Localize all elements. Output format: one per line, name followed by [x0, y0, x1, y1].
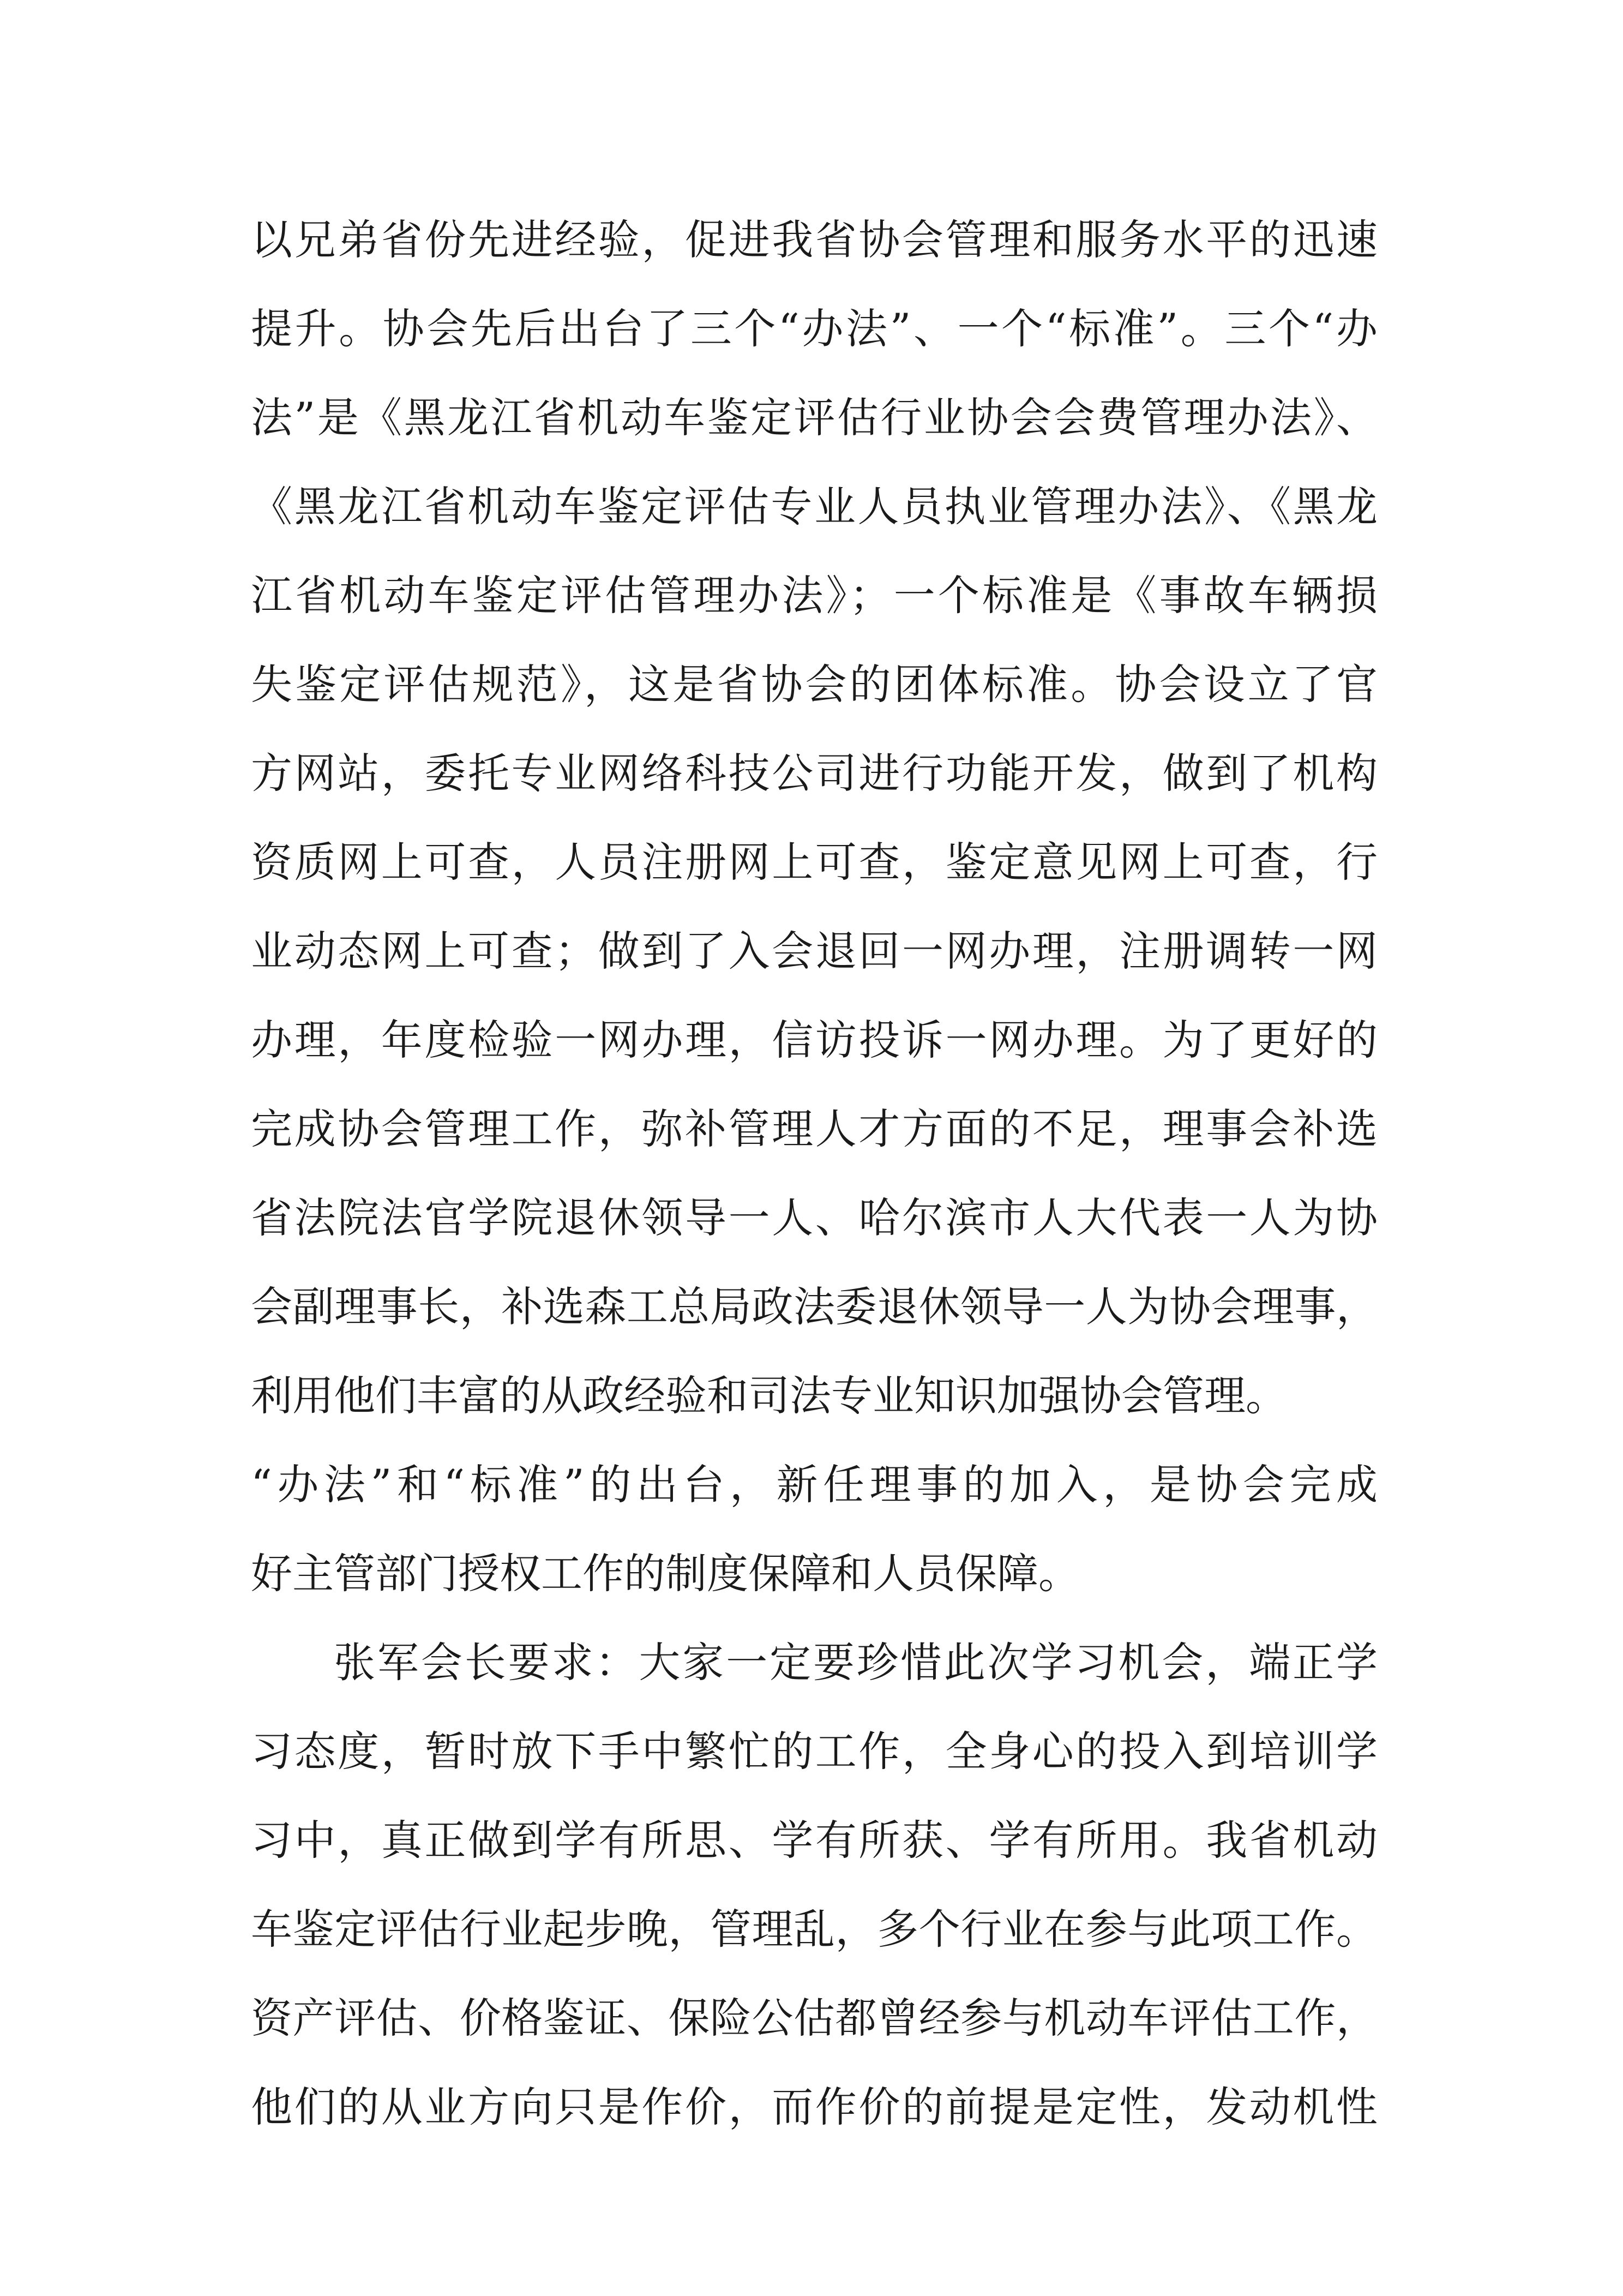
paragraph-1-line: 会副理事长，补选森工总局政法委退休领导一人为协会理事， — [251, 1282, 1378, 1331]
paragraph-2-line: 他们的从业方向只是作价，而作价的前提是定性，发动机性 — [251, 2083, 1378, 2131]
paragraph-1-line: 完成协会管理工作，弥补管理人才方面的不足，理事会补选 — [251, 1105, 1378, 1153]
paragraph-2-line: 习中，真正做到学有所思、学有所获、学有所用。我省机动 — [251, 1816, 1378, 1865]
paragraph-1-line: 利用他们丰富的从政经验和司法专业知识加强协会管理。 — [251, 1371, 1287, 1420]
paragraph-2-line: 资产评估、价格鉴证、保险公估都曾经参与机动车评估工作， — [251, 1994, 1378, 2042]
paragraph-2-line: 车鉴定评估行业起步晚，管理乱，多个行业在参与此项工作。 — [251, 1905, 1378, 1953]
paragraph-1-line: 好主管部门授权工作的制度保障和人员保障。 — [251, 1549, 1080, 1598]
paragraph-1-line: 业动态网上可查；做到了入会退回一网办理，注册调转一网 — [251, 927, 1378, 975]
paragraph-1-line: 江省机动车鉴定评估管理办法》；一个标准是《事故车辆损 — [251, 571, 1378, 620]
paragraph-1-line: “办法”和“标准”的出台，新任理事的加入，是协会完成 — [251, 1460, 1378, 1509]
paragraph-1-line: 省法院法官学院退休领导一人、哈尔滨市人大代表一人为协 — [251, 1194, 1378, 1242]
paragraph-1-line: 方网站，委托专业网络科技公司进行功能开发，做到了机构 — [251, 749, 1378, 798]
paragraph-1-line: 《黑龙江省机动车鉴定评估专业人员执业管理办法》、《黑龙 — [251, 482, 1378, 531]
paragraph-1-line: 法”是《黑龙江省机动车鉴定评估行业协会会费管理办法》、 — [251, 393, 1378, 442]
paragraph-1-line: 失鉴定评估规范》，这是省协会的团体标准。协会设立了官 — [251, 660, 1378, 709]
paragraph-1-line: 资质网上可查，人员注册网上可查，鉴定意见网上可查，行 — [251, 838, 1378, 886]
paragraph-2-line: 张军会长要求：大家一定要珍惜此次学习机会，端正学 — [334, 1638, 1378, 1687]
paragraph-1-line: 以兄弟省份先进经验，促进我省协会管理和服务水平的迅速 — [251, 215, 1378, 264]
paragraph-1-line: 办理，年度检验一网办理，信访投诉一网办理。为了更好的 — [251, 1016, 1378, 1064]
paragraph-1-line: 提升。协会先后出台了三个“办法”、一个“标准”。三个“办 — [251, 304, 1378, 353]
paragraph-2-line: 习态度，暂时放下手中繁忙的工作，全身心的投入到培训学 — [251, 1727, 1378, 1776]
